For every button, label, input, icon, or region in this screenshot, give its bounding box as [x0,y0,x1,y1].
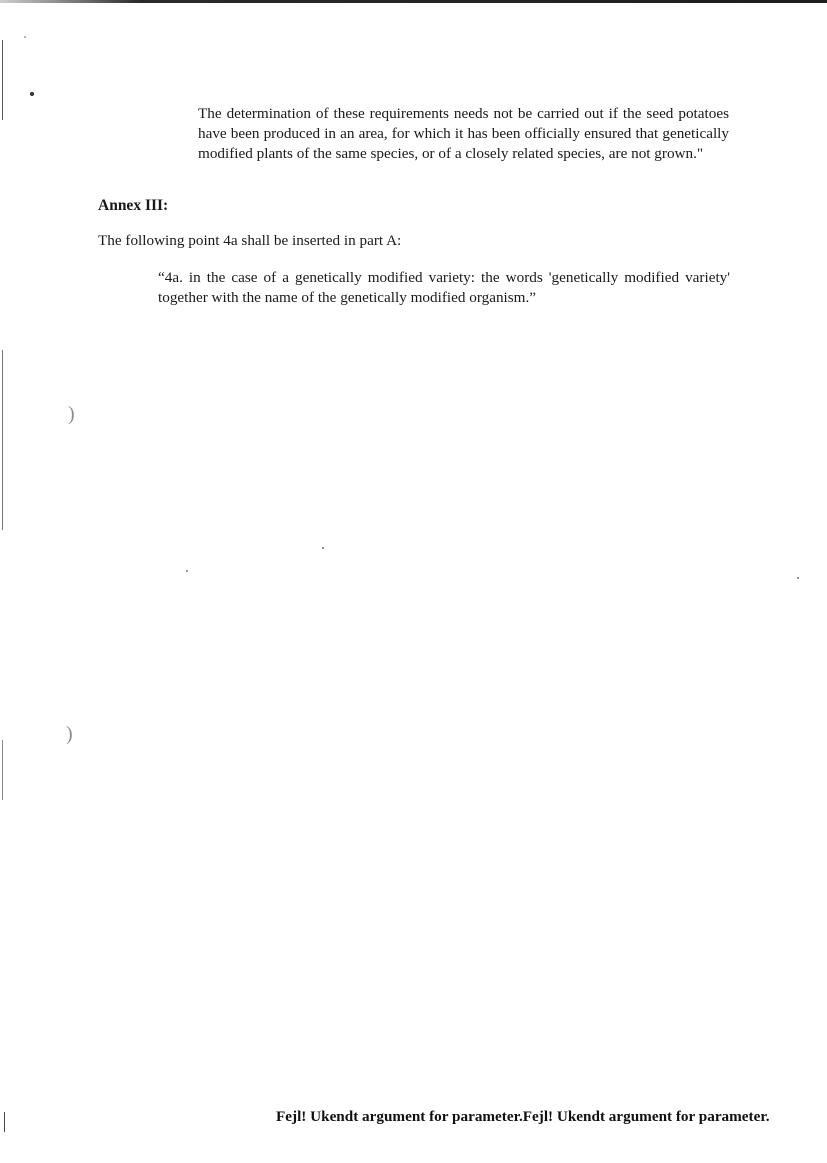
scan-speck [797,577,799,579]
scan-speck [24,36,26,38]
intro-line: The following point 4a shall be inserted in part A: [98,232,402,249]
annex-heading: Annex III: [98,197,169,214]
quoted-point-4a: “4a. in the case of a genetically modified variety: the words 'genetically modified variety' together with the name of the genetically modified organism.” [158,269,730,306]
left-scan-margin-line [2,350,3,530]
punch-hole-mark: ) [66,723,73,745]
footer-field-error: Fejl! Ukendt argument for parameter.Fejl! Ukendt argument for parameter. [276,1108,770,1125]
requirements-paragraph: The determination of these requirements needs not be carried out if the seed potatoes have been produced in an area, for which it has been officially ensured that genetically modified plants of the same species, or of a closely related species, are not grown." [198,105,729,162]
scan-speck [186,570,188,572]
left-scan-margin-line [4,1112,5,1132]
top-scan-rule [0,0,827,3]
scan-speck [322,547,324,549]
left-scan-margin-line [2,40,3,120]
punch-hole-mark: ) [68,403,75,425]
scan-speck [30,92,34,96]
left-scan-margin-line [2,740,3,800]
